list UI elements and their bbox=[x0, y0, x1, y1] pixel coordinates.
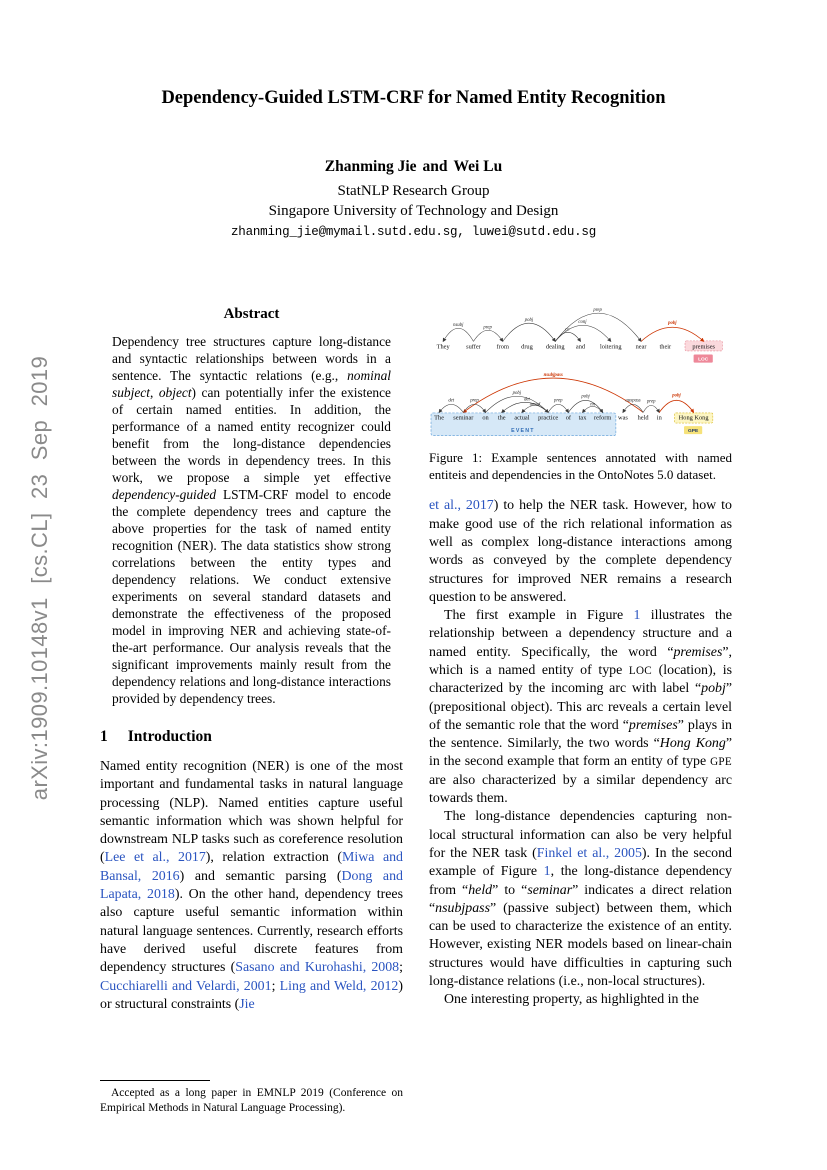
arc-label: nsubj bbox=[453, 323, 464, 329]
text-segment: , bbox=[149, 385, 159, 400]
word: drug bbox=[521, 343, 533, 351]
arc-label: conj bbox=[578, 320, 587, 326]
dependency-parse-sentence-2 bbox=[429, 369, 732, 442]
word: from bbox=[496, 343, 509, 351]
citation-link[interactable]: Finkel et al., 2005 bbox=[536, 845, 642, 861]
affiliation-university: Singapore University of Technology and Design bbox=[268, 203, 559, 219]
text-segment: ). On the other hand, dependency trees also capture useful semantic information within natural language sentences. Currently, research efforts have derived useful discrete features from dependency structures ( bbox=[100, 887, 403, 976]
word: tax bbox=[578, 414, 587, 422]
text-segment: held bbox=[468, 882, 493, 898]
section-number: 1 bbox=[100, 728, 108, 745]
event-label: EVENT bbox=[511, 427, 535, 434]
text-segment: are also characterized by a similar dependency arc towards them. bbox=[429, 772, 732, 807]
left-column bbox=[100, 300, 403, 1115]
right-paragraph-3 bbox=[429, 808, 732, 991]
word: reform bbox=[594, 414, 612, 422]
arc-prep-2 bbox=[548, 404, 568, 412]
arc-pobj-2 bbox=[568, 400, 602, 412]
affiliation-group: StatNLP Research Group bbox=[337, 183, 490, 199]
text-segment: seminar bbox=[527, 882, 573, 898]
text-segment: illustrates the relationship between a dependency structure and a named entity. Specifically, the word “ bbox=[429, 608, 732, 660]
loc-label: LOC bbox=[698, 357, 709, 363]
intro-paragraph-1 bbox=[100, 758, 403, 1014]
citation-link[interactable]: Sasano and Kurohashi, 2008 bbox=[235, 960, 400, 976]
gpe-label: GPE bbox=[688, 428, 699, 434]
author-1: Zhanming Jie bbox=[324, 158, 417, 175]
abstract-text bbox=[112, 333, 391, 707]
word: practice bbox=[538, 414, 559, 422]
arc-label-red: pobj bbox=[668, 321, 677, 327]
arc-label: det bbox=[524, 396, 530, 402]
text-segment: nominal subject bbox=[112, 368, 391, 400]
author-block bbox=[60, 158, 767, 239]
word: of bbox=[565, 414, 572, 422]
text-segment: nsubjpass bbox=[435, 900, 490, 916]
citation-link[interactable]: Ling and Weld, 2012 bbox=[279, 978, 399, 994]
arc-conj bbox=[555, 325, 611, 341]
word: was bbox=[617, 414, 628, 422]
footnote-rule bbox=[100, 1080, 210, 1081]
word: They bbox=[436, 343, 450, 351]
figure-caption: Figure 1: Example sentences annotated with named entiteis and dependencies in the OntoNotes 5.0 dataset. bbox=[429, 450, 732, 482]
arc-label: cc bbox=[565, 327, 570, 333]
text-segment: ” (passive subject) between them, which can be used to characterize the existence of an entity. However, existing NER models based on linear-chain structures would have difficulties in capturing such long-distance relations (i.e., non-local structures). bbox=[429, 900, 732, 990]
arc-nsubj bbox=[443, 328, 473, 341]
citation-link[interactable]: et al., 2017 bbox=[429, 498, 494, 514]
arc-pobj-entity bbox=[659, 400, 693, 412]
word: premises bbox=[692, 343, 716, 351]
citation-link[interactable]: Lee et al., 2017 bbox=[104, 850, 206, 866]
word: suffer bbox=[466, 343, 481, 351]
citation-link[interactable]: Dong and Lapata, 2018 bbox=[100, 868, 403, 903]
text-segment: ). In the second example of Figure bbox=[429, 845, 732, 880]
text-segment: ), relation extraction ( bbox=[205, 850, 343, 866]
text-segment: LOC bbox=[628, 665, 653, 677]
arc-label: det bbox=[448, 397, 455, 403]
text-segment: ”, which is a named entity of type bbox=[429, 644, 732, 678]
text-segment: object bbox=[158, 385, 192, 400]
word: Hong Kong bbox=[678, 414, 709, 422]
arc-prep-3 bbox=[643, 405, 659, 412]
text-segment: , the long-distance dependency from “ bbox=[429, 864, 732, 898]
text-segment: ” in the second example that form an entity of type bbox=[429, 736, 732, 770]
word: and bbox=[575, 343, 586, 351]
text-segment: ; bbox=[399, 960, 403, 976]
section-heading-introduction bbox=[100, 728, 403, 746]
arc-label: amod bbox=[529, 401, 541, 407]
paper-title: Dependency-Guided LSTM-CRF for Named Entity Recognition bbox=[161, 88, 666, 108]
right-paragraph-1 bbox=[429, 497, 732, 607]
text-segment: ) or structural constraints ( bbox=[100, 978, 403, 1012]
arc-label: pobj bbox=[581, 393, 590, 399]
citation-link[interactable]: Cucchiarelli and Velardi, 2001 bbox=[100, 978, 272, 994]
arc-label: prep bbox=[470, 397, 479, 403]
footnote-text: Accepted as a long paper in EMNLP 2019 (Conference on Empirical Methods in Natural Language Processing). bbox=[100, 1087, 403, 1114]
text-segment: LSTM-CRF model to encode the complete dependency trees and capture the above properties for the task of named entity recognition (NER). The data statistics show strong correlations between the entity types and dependency relations. We conduct extensive experiments on several standard datasets and demonstrate the effectiveness of the proposed model in improving NER and achieving state-of-the-art performance. Our analysis reveals that the significant improvements mainly result from the dependency relations and long-distance interactions provided by dependency trees. bbox=[112, 487, 391, 706]
arc-label: prep bbox=[646, 398, 656, 404]
text-segment: Dependency tree structures capture long-distance and syntactic relationships between words in a sentence. The syntactic relations (e.g., bbox=[112, 334, 391, 383]
arc-prep bbox=[473, 330, 502, 341]
arc-label: auxpass bbox=[625, 397, 641, 403]
word: dealing bbox=[545, 343, 565, 351]
arxiv-watermark: arXiv:1909.10148v1 [cs.CL] 23 Sep 2019 bbox=[27, 355, 52, 801]
arc-label-red: nsubjpass bbox=[543, 372, 563, 378]
citation-link[interactable]: 1 bbox=[633, 608, 641, 624]
figure-1 bbox=[429, 302, 732, 483]
word: on bbox=[482, 414, 489, 422]
text-segment: ) and semantic parsing ( bbox=[179, 868, 342, 884]
word: loitering bbox=[600, 343, 622, 351]
text-segment: Named entity recognition (NER) is one of the most important and fundamental tasks in natural language processing (NLP). Named entities capture useful semantic information which was shown helpful for downstream NLP tasks such as coreference resolution ( bbox=[100, 759, 403, 866]
abstract-heading: Abstract bbox=[223, 306, 280, 322]
author-names bbox=[60, 158, 767, 176]
arc-label: pobj bbox=[512, 390, 522, 396]
text-segment: The long-distance dependencies capturing non-local structural information can also be very helpful for the NER task ( bbox=[429, 809, 732, 861]
dependency-parse-sentence-1 bbox=[429, 302, 732, 365]
citation-link[interactable]: Jie bbox=[239, 996, 255, 1012]
text-segment: premises bbox=[628, 717, 678, 733]
citation-link[interactable]: Miwa and Bansal, 2016 bbox=[100, 850, 403, 884]
text-segment: premises bbox=[673, 644, 723, 660]
right-paragraph-2 bbox=[429, 607, 732, 808]
right-paragraph-4: One interesting property, as highlighted in the bbox=[444, 992, 699, 1008]
text-segment: ” indicates a direct relation “ bbox=[429, 882, 732, 916]
word: held bbox=[637, 414, 649, 422]
word: in bbox=[656, 414, 662, 422]
text-segment: ” to “ bbox=[492, 882, 528, 898]
text-segment: ” plays in the sentence. Similarly, the two words “ bbox=[429, 717, 732, 752]
text-segment: (location), is characterized by the incoming arc with label “ bbox=[429, 663, 732, 697]
word: the bbox=[497, 414, 506, 422]
arc-cc bbox=[555, 332, 580, 341]
arc-det bbox=[439, 404, 463, 412]
arc-label: prep bbox=[593, 308, 602, 314]
word: near bbox=[635, 343, 647, 351]
section-title: Introduction bbox=[127, 728, 212, 745]
word: actual bbox=[514, 414, 530, 422]
text-segment: ” (prepositional object). This arc reveals a certain level of the semantic role that the word “ bbox=[429, 681, 732, 733]
text-segment: GPE bbox=[710, 756, 732, 769]
arc-label: nn bbox=[590, 401, 595, 407]
footnote bbox=[100, 1075, 403, 1115]
arc-pobj bbox=[503, 323, 556, 341]
text-segment: ) to help the NER task. However, how to make good use of the rich relational information as well as complex long-distance interactions among words as conveyed by the complete dependency structures for improved NER remains a research question to be answered. bbox=[429, 498, 732, 605]
text-segment: pobj bbox=[701, 681, 726, 697]
word: The bbox=[434, 414, 445, 422]
right-column bbox=[429, 300, 732, 1115]
arc-label: prep bbox=[483, 325, 492, 331]
arc-pobj-entity bbox=[641, 327, 704, 341]
text-segment: dependency-guided bbox=[112, 487, 217, 502]
arc-label: prep bbox=[554, 397, 563, 403]
two-column-body bbox=[100, 300, 732, 1115]
citation-link[interactable]: 1 bbox=[543, 864, 551, 880]
word: seminar bbox=[453, 414, 474, 422]
text-segment: ) can potentially infer the existence of certain named entities. In addition, the performance of a named entity recognizer could benefit from the long-distance dependencies between the words in dependency trees. In this work, we propose a simple yet effective bbox=[112, 385, 391, 485]
arc-nsubjpass bbox=[463, 378, 643, 412]
text-segment: ; bbox=[271, 978, 280, 994]
arc-label-red: pobj bbox=[672, 392, 681, 398]
arc-det-2 bbox=[502, 402, 548, 412]
text-segment: Hong Kong bbox=[659, 736, 726, 752]
arc-prep bbox=[463, 404, 485, 412]
text-segment: The first example in Figure bbox=[444, 608, 634, 624]
author-conjunction: and bbox=[422, 158, 448, 175]
author-2: Wei Lu bbox=[453, 158, 503, 175]
author-emails: zhanming_jie@mymail.sutd.edu.sg, luwei@sutd.edu.sg bbox=[230, 225, 597, 239]
arc-label: pobj bbox=[524, 318, 534, 324]
word: their bbox=[659, 343, 672, 351]
